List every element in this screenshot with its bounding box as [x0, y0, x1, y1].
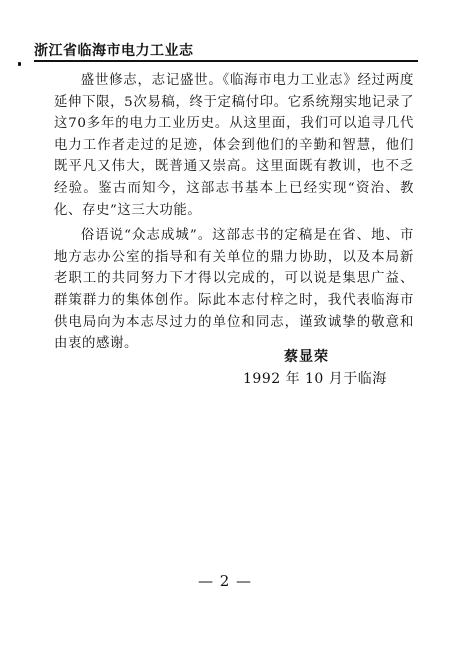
body-text — [54, 70, 414, 359]
author-signature: 蔡显荣 — [284, 349, 329, 365]
paragraph-2: 俗语说“众志成城”。这部志书的定稿是在省、地、市地方志办公室的指导和有关单位的鼎力协助，以及本局新老职工的共同努力下才得以完成的，可以说是集思广益、群策群力的集体创作。际此本志付梓之时，我代表临海市供电局向为本志尽过力的单位和同志，谨致诚挚的敬意和由衷的感谢。 — [54, 228, 414, 352]
paragraph-1: 盛世修志，志记盛世。《临海市电力工业志》经过两度延伸下限，5次易稿，终于定稿付印。它系统翔实地记录了这70多年的电力工业历史。从这里面，我们可以追寻几代电力工作者走过的足迹，体会到他们的辛勤和智慧，他们既平凡又伟大，既普通又崇高。这里面既有教训，也不乏经验。鉴古而知今，这部志书基本上已经实现“资治、教化、存史”这三大功能。 — [54, 73, 414, 218]
page-number: — 2 — — [197, 572, 253, 590]
margin-mark — [18, 62, 21, 66]
dateline: 1992 年 10 月于临海 — [243, 371, 387, 387]
header-rule — [34, 60, 418, 62]
running-header: 浙江省临海市电力工业志 — [34, 43, 194, 59]
